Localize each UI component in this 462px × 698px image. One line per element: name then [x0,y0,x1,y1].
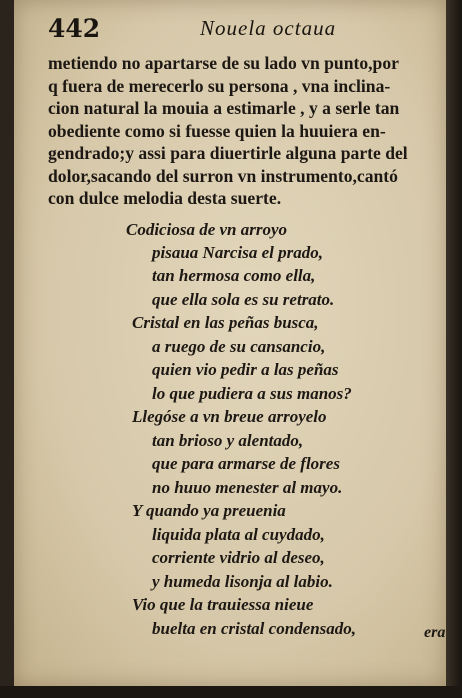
verse-line: Vio que la trauiessa nieue [132,595,314,614]
verse-line: tan hermosa como ella, [152,266,316,285]
book-page [14,0,446,686]
prose-line: metiendo no apartarse de su lado vn punto,por [48,53,399,73]
verse-line: buelta en cristal condensado, [152,619,357,638]
verse-line: pisaua Narcisa el prado, [152,243,323,262]
verse-line: Cristal en las peñas busca, [132,313,319,332]
prose-line: gendrado;y assi para diuertirle alguna parte del [48,143,408,163]
prose-line: obediente como si fuesse quien la huuiera en- [48,120,386,141]
prose-line: con dulce melodia desta suerte. [48,188,282,208]
verse-line: Codiciosa de vn arroyo [126,220,288,239]
prose-line: cion natural la mouia a estimarle , y a serle tan [48,98,400,118]
verse-line: tan brioso y alentado, [152,431,304,450]
verse-line: quien vio pedir a las peñas [152,360,339,379]
verse-line: no huuo menester al mayo. [152,478,343,497]
catchword: era [424,624,446,641]
page-gutter [446,0,462,698]
verse-line: que para armarse de flores [152,454,340,473]
verse-line: Y quando ya preuenia [132,501,286,520]
verse-line: corriente vidrio al deseo, [152,548,325,567]
verse-line: liquida plata al cuydado, [152,525,325,544]
prose-line: dolor,sacando del surron vn instrumento,cantó [48,165,398,186]
prose-paragraph [48,52,450,210]
verse-line: lo que pudiera a sus manos? [152,384,352,403]
page-number: 442 [48,14,101,43]
verse-line: y humeda lisonja al labio. [152,572,333,591]
running-title: Nouela octaua [200,16,337,40]
prose-line: q fuera de merecerlo su persona , vna inclina- [48,75,391,96]
verse-line: a ruego de su cansancio, [152,337,326,356]
page-bottom-edge [0,686,462,698]
verse-line: Llegóse a vn breue arroyelo [132,407,327,426]
page-header [48,14,440,46]
verse-line: que ella sola es su retrato. [152,290,335,309]
